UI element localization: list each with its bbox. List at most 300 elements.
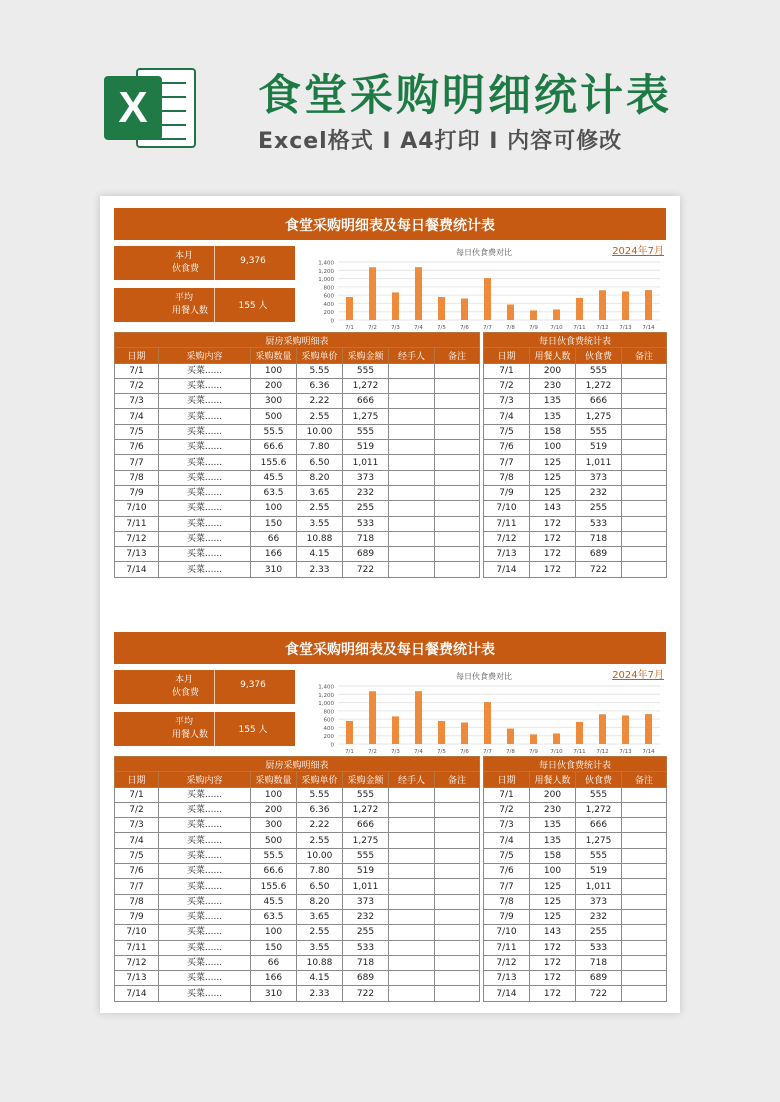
table-cell[interactable]: 1,272 (343, 378, 389, 393)
table-cell[interactable]: 买菜...... (159, 440, 251, 455)
table-cell[interactable]: 7.80 (297, 864, 343, 879)
table-cell[interactable]: 1,011 (576, 455, 622, 470)
table-cell[interactable]: 689 (343, 547, 389, 562)
table-cell[interactable] (435, 440, 480, 455)
table-cell[interactable]: 533 (576, 940, 622, 955)
table-cell[interactable]: 172 (530, 971, 576, 986)
table-cell[interactable] (435, 485, 480, 500)
table-cell[interactable]: 2.33 (297, 986, 343, 1001)
table-cell[interactable]: 7/12 (484, 955, 530, 970)
table-cell[interactable]: 232 (576, 485, 622, 500)
table-cell[interactable]: 255 (576, 501, 622, 516)
table-cell[interactable]: 7/1 (484, 363, 530, 378)
table-cell[interactable]: 100 (251, 363, 297, 378)
table-cell[interactable]: 7/8 (484, 470, 530, 485)
table-cell[interactable] (389, 787, 435, 802)
table-cell[interactable]: 158 (530, 424, 576, 439)
table-cell[interactable]: 45.5 (251, 894, 297, 909)
table-cell[interactable] (622, 424, 667, 439)
table-cell[interactable]: 7/14 (484, 986, 530, 1001)
table-cell[interactable]: 2.55 (297, 925, 343, 940)
table-cell[interactable] (389, 986, 435, 1001)
table-cell[interactable] (622, 879, 667, 894)
table-cell[interactable]: 555 (343, 787, 389, 802)
table-cell[interactable]: 125 (530, 470, 576, 485)
table-cell[interactable]: 500 (251, 409, 297, 424)
table-cell[interactable]: 232 (343, 485, 389, 500)
table-cell[interactable]: 6.50 (297, 455, 343, 470)
table-cell[interactable]: 135 (530, 409, 576, 424)
sheet-date[interactable]: 2024年7月 (612, 246, 664, 257)
table-cell[interactable]: 1,275 (576, 833, 622, 848)
table-cell[interactable]: 买菜...... (159, 516, 251, 531)
table-cell[interactable]: 500 (251, 833, 297, 848)
table-cell[interactable]: 172 (530, 547, 576, 562)
table-cell[interactable]: 125 (530, 894, 576, 909)
table-cell[interactable]: 7/13 (484, 547, 530, 562)
table-cell[interactable]: 7/7 (484, 879, 530, 894)
table-cell[interactable]: 255 (576, 925, 622, 940)
table-cell[interactable]: 7/2 (115, 378, 159, 393)
table-cell[interactable]: 7/13 (115, 547, 159, 562)
table-cell[interactable]: 7/1 (484, 787, 530, 802)
table-cell[interactable]: 7/14 (115, 986, 159, 1001)
table-cell[interactable] (622, 864, 667, 879)
table-cell[interactable]: 533 (343, 516, 389, 531)
table-cell[interactable]: 买菜...... (159, 971, 251, 986)
table-cell[interactable] (389, 378, 435, 393)
table-cell[interactable] (622, 925, 667, 940)
table-cell[interactable] (622, 818, 667, 833)
table-cell[interactable]: 7/4 (484, 833, 530, 848)
table-cell[interactable]: 7/12 (115, 955, 159, 970)
table-cell[interactable]: 1,275 (343, 833, 389, 848)
table-cell[interactable]: 10.00 (297, 848, 343, 863)
table-cell[interactable]: 买菜...... (159, 485, 251, 500)
table-cell[interactable]: 6.36 (297, 378, 343, 393)
table-cell[interactable] (435, 894, 480, 909)
sheet-date[interactable]: 2024年7月 (612, 670, 664, 681)
table-cell[interactable]: 666 (343, 394, 389, 409)
table-cell[interactable] (435, 909, 480, 924)
table-cell[interactable]: 4.15 (297, 547, 343, 562)
table-cell[interactable] (435, 378, 480, 393)
table-cell[interactable] (389, 909, 435, 924)
table-cell[interactable]: 555 (576, 363, 622, 378)
table-cell[interactable] (622, 485, 667, 500)
table-cell[interactable]: 7/13 (115, 971, 159, 986)
table-cell[interactable]: 166 (251, 971, 297, 986)
table-cell[interactable]: 230 (530, 802, 576, 817)
table-cell[interactable]: 1,275 (343, 409, 389, 424)
table-cell[interactable]: 100 (530, 864, 576, 879)
table-cell[interactable] (622, 787, 667, 802)
table-cell[interactable]: 1,272 (576, 802, 622, 817)
table-cell[interactable]: 55.5 (251, 848, 297, 863)
table-cell[interactable]: 722 (343, 562, 389, 577)
table-cell[interactable]: 200 (251, 378, 297, 393)
table-cell[interactable]: 155.6 (251, 455, 297, 470)
table-cell[interactable]: 143 (530, 925, 576, 940)
table-cell[interactable]: 7/4 (115, 833, 159, 848)
table-cell[interactable] (435, 833, 480, 848)
table-cell[interactable]: 3.65 (297, 485, 343, 500)
table-cell[interactable]: 2.55 (297, 833, 343, 848)
table-cell[interactable] (622, 516, 667, 531)
table-cell[interactable]: 7/11 (484, 940, 530, 955)
table-cell[interactable]: 172 (530, 986, 576, 1001)
table-cell[interactable] (622, 531, 667, 546)
table-cell[interactable] (622, 802, 667, 817)
table-cell[interactable]: 519 (343, 440, 389, 455)
table-cell[interactable]: 689 (343, 971, 389, 986)
table-cell[interactable]: 200 (251, 802, 297, 817)
table-cell[interactable]: 373 (343, 470, 389, 485)
table-cell[interactable]: 7/1 (115, 787, 159, 802)
table-cell[interactable] (622, 909, 667, 924)
table-cell[interactable] (435, 363, 480, 378)
table-cell[interactable] (435, 409, 480, 424)
table-cell[interactable] (435, 971, 480, 986)
table-cell[interactable]: 7/9 (484, 485, 530, 500)
table-cell[interactable]: 7/2 (484, 378, 530, 393)
table-cell[interactable]: 7/10 (484, 925, 530, 940)
table-cell[interactable]: 689 (576, 547, 622, 562)
table-cell[interactable]: 7/6 (484, 864, 530, 879)
table-cell[interactable]: 718 (343, 955, 389, 970)
table-cell[interactable]: 7/9 (115, 485, 159, 500)
table-cell[interactable]: 666 (343, 818, 389, 833)
table-cell[interactable]: 373 (576, 894, 622, 909)
table-cell[interactable]: 7/5 (115, 424, 159, 439)
table-cell[interactable] (389, 440, 435, 455)
table-cell[interactable] (622, 894, 667, 909)
table-cell[interactable] (389, 470, 435, 485)
table-cell[interactable]: 买菜...... (159, 409, 251, 424)
table-cell[interactable]: 125 (530, 909, 576, 924)
table-cell[interactable]: 2.55 (297, 409, 343, 424)
table-cell[interactable]: 买菜...... (159, 940, 251, 955)
table-cell[interactable]: 7/13 (484, 971, 530, 986)
table-cell[interactable]: 7/4 (484, 409, 530, 424)
table-cell[interactable]: 买菜...... (159, 894, 251, 909)
table-cell[interactable]: 买菜...... (159, 562, 251, 577)
table-cell[interactable]: 135 (530, 818, 576, 833)
table-cell[interactable]: 150 (251, 940, 297, 955)
table-cell[interactable]: 8.20 (297, 894, 343, 909)
table-cell[interactable] (389, 394, 435, 409)
table-cell[interactable]: 135 (530, 394, 576, 409)
table-cell[interactable]: 100 (251, 501, 297, 516)
table-cell[interactable]: 100 (530, 440, 576, 455)
table-cell[interactable] (389, 562, 435, 577)
table-cell[interactable] (435, 455, 480, 470)
table-cell[interactable]: 3.55 (297, 516, 343, 531)
table-cell[interactable]: 155.6 (251, 879, 297, 894)
table-cell[interactable]: 2.22 (297, 818, 343, 833)
table-cell[interactable] (435, 547, 480, 562)
table-cell[interactable]: 150 (251, 516, 297, 531)
table-cell[interactable]: 10.00 (297, 424, 343, 439)
table-cell[interactable]: 7/14 (115, 562, 159, 577)
table-cell[interactable]: 2.33 (297, 562, 343, 577)
table-cell[interactable] (389, 409, 435, 424)
table-cell[interactable]: 6.36 (297, 802, 343, 817)
table-cell[interactable] (389, 940, 435, 955)
table-cell[interactable]: 555 (576, 424, 622, 439)
table-cell[interactable]: 100 (251, 787, 297, 802)
table-cell[interactable]: 300 (251, 394, 297, 409)
table-cell[interactable]: 买菜...... (159, 818, 251, 833)
table-cell[interactable]: 7/4 (115, 409, 159, 424)
table-cell[interactable]: 310 (251, 986, 297, 1001)
table-cell[interactable] (622, 501, 667, 516)
table-cell[interactable]: 255 (343, 925, 389, 940)
table-cell[interactable]: 172 (530, 955, 576, 970)
table-cell[interactable]: 8.20 (297, 470, 343, 485)
table-cell[interactable]: 7/10 (484, 501, 530, 516)
table-cell[interactable]: 买菜...... (159, 363, 251, 378)
table-cell[interactable]: 7/3 (115, 394, 159, 409)
table-cell[interactable]: 10.88 (297, 531, 343, 546)
table-cell[interactable] (622, 440, 667, 455)
table-cell[interactable] (389, 531, 435, 546)
table-cell[interactable]: 买菜...... (159, 547, 251, 562)
table-cell[interactable] (389, 455, 435, 470)
table-cell[interactable]: 172 (530, 531, 576, 546)
table-cell[interactable]: 2.22 (297, 394, 343, 409)
table-cell[interactable]: 买菜...... (159, 848, 251, 863)
table-cell[interactable]: 买菜...... (159, 531, 251, 546)
table-cell[interactable]: 722 (343, 986, 389, 1001)
table-cell[interactable]: 买菜...... (159, 986, 251, 1001)
table-cell[interactable]: 7/6 (115, 440, 159, 455)
table-cell[interactable]: 7/9 (115, 909, 159, 924)
table-cell[interactable]: 7/6 (115, 864, 159, 879)
table-cell[interactable]: 7/5 (115, 848, 159, 863)
table-cell[interactable]: 66 (251, 955, 297, 970)
table-cell[interactable]: 7/1 (115, 363, 159, 378)
table-cell[interactable]: 172 (530, 940, 576, 955)
table-cell[interactable] (389, 955, 435, 970)
table-cell[interactable]: 买菜...... (159, 909, 251, 924)
table-cell[interactable]: 135 (530, 833, 576, 848)
table-cell[interactable]: 373 (576, 470, 622, 485)
table-cell[interactable]: 1,011 (576, 879, 622, 894)
table-cell[interactable] (389, 485, 435, 500)
table-cell[interactable]: 买菜...... (159, 470, 251, 485)
table-cell[interactable]: 买菜...... (159, 394, 251, 409)
table-cell[interactable]: 232 (576, 909, 622, 924)
table-cell[interactable]: 100 (251, 925, 297, 940)
table-cell[interactable] (622, 470, 667, 485)
table-cell[interactable]: 7/5 (484, 848, 530, 863)
table-cell[interactable] (435, 986, 480, 1001)
table-cell[interactable]: 7/8 (484, 894, 530, 909)
table-cell[interactable]: 555 (576, 848, 622, 863)
table-cell[interactable]: 10.88 (297, 955, 343, 970)
table-cell[interactable] (435, 394, 480, 409)
table-cell[interactable]: 373 (343, 894, 389, 909)
table-cell[interactable]: 7/7 (115, 879, 159, 894)
table-cell[interactable]: 7/11 (484, 516, 530, 531)
table-cell[interactable]: 718 (343, 531, 389, 546)
table-cell[interactable]: 722 (576, 562, 622, 577)
table-cell[interactable]: 买菜...... (159, 833, 251, 848)
table-cell[interactable] (435, 818, 480, 833)
table-cell[interactable] (389, 547, 435, 562)
table-cell[interactable]: 买菜...... (159, 424, 251, 439)
table-cell[interactable]: 买菜...... (159, 864, 251, 879)
table-cell[interactable]: 66.6 (251, 440, 297, 455)
table-cell[interactable]: 7/3 (484, 394, 530, 409)
table-cell[interactable]: 3.55 (297, 940, 343, 955)
table-cell[interactable] (622, 940, 667, 955)
table-cell[interactable]: 200 (530, 363, 576, 378)
table-cell[interactable]: 172 (530, 516, 576, 531)
table-cell[interactable]: 买菜...... (159, 955, 251, 970)
table-cell[interactable]: 63.5 (251, 485, 297, 500)
table-cell[interactable] (435, 848, 480, 863)
table-cell[interactable]: 买菜...... (159, 501, 251, 516)
table-cell[interactable]: 172 (530, 562, 576, 577)
table-cell[interactable]: 7/3 (484, 818, 530, 833)
table-cell[interactable]: 230 (530, 378, 576, 393)
table-cell[interactable] (622, 409, 667, 424)
table-cell[interactable]: 533 (343, 940, 389, 955)
table-cell[interactable] (389, 818, 435, 833)
table-cell[interactable]: 7/5 (484, 424, 530, 439)
table-cell[interactable] (435, 787, 480, 802)
table-cell[interactable] (622, 971, 667, 986)
table-cell[interactable] (622, 955, 667, 970)
table-cell[interactable]: 买菜...... (159, 879, 251, 894)
table-cell[interactable]: 125 (530, 455, 576, 470)
table-cell[interactable] (389, 971, 435, 986)
table-cell[interactable]: 200 (530, 787, 576, 802)
table-cell[interactable] (389, 833, 435, 848)
table-cell[interactable] (389, 363, 435, 378)
table-cell[interactable]: 买菜...... (159, 802, 251, 817)
table-cell[interactable] (622, 363, 667, 378)
table-cell[interactable]: 买菜...... (159, 455, 251, 470)
table-cell[interactable] (622, 833, 667, 848)
table-cell[interactable] (622, 394, 667, 409)
table-cell[interactable]: 519 (576, 440, 622, 455)
table-cell[interactable]: 6.50 (297, 879, 343, 894)
table-cell[interactable]: 666 (576, 818, 622, 833)
table-cell[interactable] (435, 802, 480, 817)
table-cell[interactable]: 255 (343, 501, 389, 516)
table-cell[interactable] (622, 455, 667, 470)
table-cell[interactable]: 55.5 (251, 424, 297, 439)
table-cell[interactable] (435, 955, 480, 970)
table-cell[interactable] (435, 879, 480, 894)
table-cell[interactable]: 7.80 (297, 440, 343, 455)
table-cell[interactable]: 2.55 (297, 501, 343, 516)
table-cell[interactable] (435, 864, 480, 879)
table-cell[interactable]: 买菜...... (159, 787, 251, 802)
table-cell[interactable]: 166 (251, 547, 297, 562)
table-cell[interactable] (389, 501, 435, 516)
table-cell[interactable]: 4.15 (297, 971, 343, 986)
table-cell[interactable] (622, 378, 667, 393)
table-cell[interactable]: 158 (530, 848, 576, 863)
table-cell[interactable]: 1,011 (343, 879, 389, 894)
table-cell[interactable] (435, 470, 480, 485)
table-cell[interactable] (435, 562, 480, 577)
table-cell[interactable] (389, 894, 435, 909)
table-cell[interactable] (435, 531, 480, 546)
table-cell[interactable]: 7/7 (115, 455, 159, 470)
table-cell[interactable]: 7/14 (484, 562, 530, 577)
table-cell[interactable] (389, 879, 435, 894)
table-cell[interactable]: 689 (576, 971, 622, 986)
table-cell[interactable] (389, 424, 435, 439)
table-cell[interactable]: 1,011 (343, 455, 389, 470)
table-cell[interactable]: 7/10 (115, 501, 159, 516)
table-cell[interactable]: 666 (576, 394, 622, 409)
table-cell[interactable]: 7/2 (115, 802, 159, 817)
table-cell[interactable]: 7/3 (115, 818, 159, 833)
table-cell[interactable] (435, 925, 480, 940)
table-cell[interactable]: 7/8 (115, 894, 159, 909)
table-cell[interactable]: 买菜...... (159, 925, 251, 940)
table-cell[interactable]: 1,272 (576, 378, 622, 393)
table-cell[interactable]: 519 (576, 864, 622, 879)
table-cell[interactable]: 66 (251, 531, 297, 546)
table-cell[interactable]: 555 (343, 363, 389, 378)
table-cell[interactable]: 7/11 (115, 516, 159, 531)
table-cell[interactable]: 519 (343, 864, 389, 879)
table-cell[interactable] (622, 562, 667, 577)
table-cell[interactable]: 7/10 (115, 925, 159, 940)
table-cell[interactable]: 66.6 (251, 864, 297, 879)
table-cell[interactable]: 5.55 (297, 363, 343, 378)
table-cell[interactable]: 7/8 (115, 470, 159, 485)
table-cell[interactable]: 7/7 (484, 455, 530, 470)
table-cell[interactable]: 3.65 (297, 909, 343, 924)
table-cell[interactable]: 45.5 (251, 470, 297, 485)
table-cell[interactable]: 7/12 (484, 531, 530, 546)
table-cell[interactable]: 300 (251, 818, 297, 833)
table-cell[interactable]: 125 (530, 485, 576, 500)
table-cell[interactable]: 7/2 (484, 802, 530, 817)
table-cell[interactable] (389, 848, 435, 863)
table-cell[interactable] (389, 925, 435, 940)
table-cell[interactable] (389, 864, 435, 879)
table-cell[interactable]: 555 (343, 848, 389, 863)
table-cell[interactable]: 7/9 (484, 909, 530, 924)
table-cell[interactable]: 533 (576, 516, 622, 531)
table-cell[interactable]: 买菜...... (159, 378, 251, 393)
table-cell[interactable] (435, 940, 480, 955)
table-cell[interactable]: 7/6 (484, 440, 530, 455)
table-cell[interactable]: 718 (576, 955, 622, 970)
table-cell[interactable]: 63.5 (251, 909, 297, 924)
table-cell[interactable] (389, 802, 435, 817)
table-cell[interactable]: 718 (576, 531, 622, 546)
table-cell[interactable] (622, 547, 667, 562)
table-cell[interactable]: 143 (530, 501, 576, 516)
table-cell[interactable]: 555 (576, 787, 622, 802)
table-cell[interactable]: 7/12 (115, 531, 159, 546)
table-cell[interactable]: 1,275 (576, 409, 622, 424)
table-cell[interactable] (622, 986, 667, 1001)
table-cell[interactable]: 5.55 (297, 787, 343, 802)
table-cell[interactable]: 555 (343, 424, 389, 439)
table-cell[interactable]: 7/11 (115, 940, 159, 955)
